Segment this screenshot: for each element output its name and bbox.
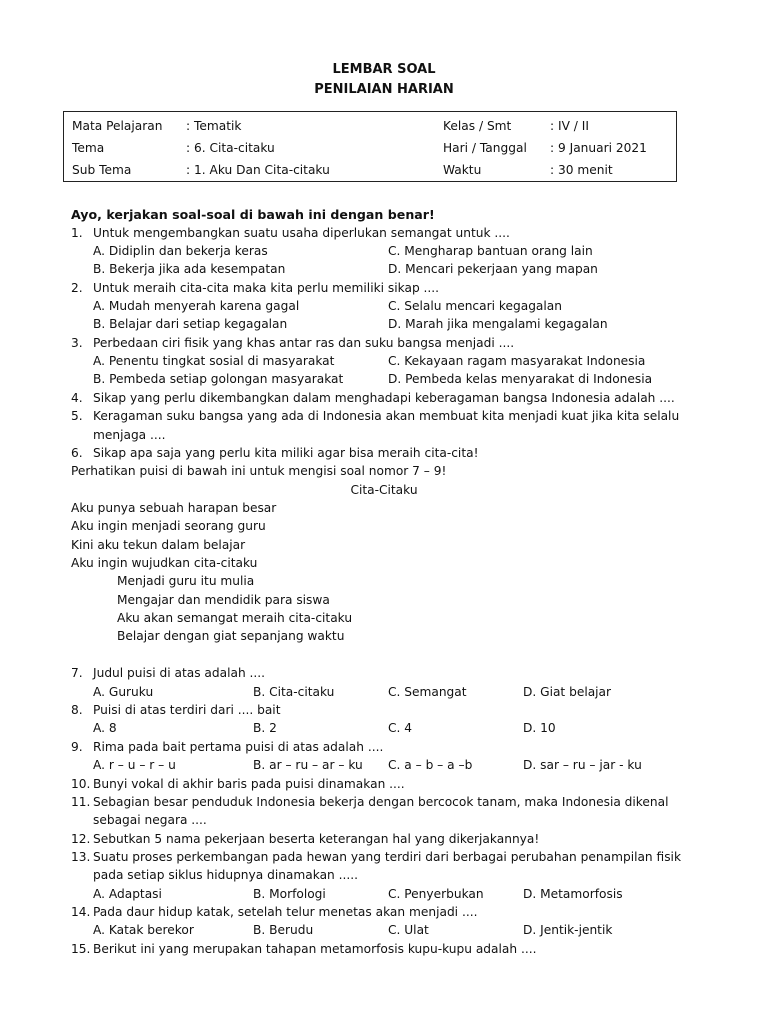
q8-number: 8.: [71, 703, 83, 717]
waktu-value: : 30 menit: [550, 163, 613, 177]
info-box: [63, 111, 677, 182]
q8-option-a: A. 8: [93, 721, 117, 735]
q7-text: Judul puisi di atas adalah ....: [93, 666, 266, 680]
q9-option-d: D. sar – ru – jar - ku: [523, 758, 642, 772]
kelas-label: Kelas / Smt: [443, 119, 512, 133]
q5-text-line2: menjaga ....: [93, 428, 166, 442]
q2-option-c: C. Selalu mencari kegagalan: [388, 299, 562, 313]
q7-option-c: C. Semangat: [388, 685, 467, 699]
q7-number: 7.: [71, 666, 83, 680]
q3-number: 3.: [71, 336, 83, 350]
poem-stanza1-line4: Aku ingin wujudkan cita-citaku: [71, 556, 258, 570]
q9-option-c: C. a – b – a –b: [388, 758, 473, 772]
q3-text: Perbedaan ciri fisik yang khas antar ras dan suku bangsa menjadi ....: [93, 336, 515, 350]
q14-option-c: C. Ulat: [388, 923, 429, 937]
q7-option-d: D. Giat belajar: [523, 685, 612, 699]
q3-option-a: A. Penentu tingkat sosial di masyarakat: [93, 354, 335, 368]
q13-option-b: B. Morfologi: [253, 887, 326, 901]
subtema-value: : 1. Aku Dan Cita-citaku: [186, 163, 330, 177]
q1-number: 1.: [71, 226, 83, 240]
tema-value: : 6. Cita-citaku: [186, 141, 275, 155]
q1-option-a: A. Didiplin dan bekerja keras: [93, 244, 268, 258]
q8-text: Puisi di atas terdiri dari .... bait: [93, 703, 281, 717]
poem-intro: Perhatikan puisi di bawah ini untuk mengisi soal nomor 7 – 9!: [71, 464, 447, 478]
q3-option-d: D. Pembeda kelas menyarakat di Indonesia: [388, 372, 653, 386]
q13-number: 13.: [71, 850, 91, 864]
title-lembar-soal: LEMBAR SOAL: [332, 62, 436, 77]
q2-option-a: A. Mudah menyerah karena gagal: [93, 299, 300, 313]
q3-option-c: C. Kekayaan ragam masyarakat Indonesia: [388, 354, 646, 368]
poem-stanza2-line1: Menjadi guru itu mulia: [117, 574, 255, 588]
kelas-value: : IV / II: [550, 119, 589, 133]
poem-stanza2-line3: Aku akan semangat meraih cita-citaku: [117, 611, 353, 625]
q3-option-b: B. Pembeda setiap golongan masyarakat: [93, 372, 344, 386]
q1-text: Untuk mengembangkan suatu usaha diperlukan semangat untuk ....: [93, 226, 510, 240]
q13-option-d: D. Metamorfosis: [523, 887, 623, 901]
q1-option-c: C. Mengharap bantuan orang lain: [388, 244, 593, 258]
q7-option-a: A. Guruku: [93, 685, 154, 699]
q4-number: 4.: [71, 391, 83, 405]
mapel-value: : Tematik: [186, 119, 242, 133]
q2-text: Untuk meraih cita-cita maka kita perlu memiliki sikap ....: [93, 281, 440, 295]
q9-text: Rima pada bait pertama puisi di atas adalah ....: [93, 740, 384, 754]
q2-number: 2.: [71, 281, 83, 295]
poem-stanza1-line2: Aku ingin menjadi seorang guru: [71, 519, 266, 533]
waktu-label: Waktu: [443, 163, 482, 177]
q10-text: Bunyi vokal di akhir baris pada puisi dinamakan ....: [93, 777, 405, 791]
q14-option-b: B. Berudu: [253, 923, 314, 937]
q2-option-b: B. Belajar dari setiap kegagalan: [93, 317, 288, 331]
q11-number: 11.: [71, 795, 91, 809]
tema-label: Tema: [72, 141, 105, 155]
q14-option-d: D. Jentik-jentik: [523, 923, 613, 937]
q15-text: Berikut ini yang merupakan tahapan metamorfosis kupu-kupu adalah ....: [93, 942, 537, 956]
q6-number: 6.: [71, 446, 83, 460]
mapel-label: Mata Pelajaran: [72, 119, 163, 133]
poem-stanza1-line1: Aku punya sebuah harapan besar: [71, 501, 277, 515]
q2-option-d: D. Marah jika mengalami kegagalan: [388, 317, 608, 331]
q8-option-c: C. 4: [388, 721, 413, 735]
poem-title: Cita-Citaku: [350, 483, 418, 497]
q14-option-a: A. Katak berekor: [93, 923, 194, 937]
q13-option-c: C. Penyerbukan: [388, 887, 484, 901]
hari-value: : 9 Januari 2021: [550, 141, 647, 155]
q9-number: 9.: [71, 740, 83, 754]
q14-text: Pada daur hidup katak, setelah telur menetas akan menjadi ....: [93, 905, 478, 919]
q12-text: Sebutkan 5 nama pekerjaan beserta keterangan hal yang dikerjakannya!: [93, 832, 540, 846]
q10-number: 10.: [71, 777, 91, 791]
poem-stanza2-line2: Mengajar dan mendidik para siswa: [117, 593, 330, 607]
q8-option-d: D. 10: [523, 721, 556, 735]
poem-stanza1-line3: Kini aku tekun dalam belajar: [71, 538, 246, 552]
title-penilaian-harian: PENILAIAN HARIAN: [314, 82, 454, 97]
q6-text: Sikap apa saja yang perlu kita miliki agar bisa meraih cita-cita!: [93, 446, 479, 460]
q12-number: 12.: [71, 832, 91, 846]
q5-text-line1: Keragaman suku bangsa yang ada di Indonesia akan membuat kita menjadi kuat jika kita selalu: [93, 409, 680, 423]
q1-option-b: B. Bekerja jika ada kesempatan: [93, 262, 286, 276]
q5-number: 5.: [71, 409, 83, 423]
q14-number: 14.: [71, 905, 91, 919]
q4-text: Sikap yang perlu dikembangkan dalam menghadapi keberagaman bangsa Indonesia adalah ....: [93, 391, 675, 405]
poem-stanza2-line4: Belajar dengan giat sepanjang waktu: [117, 629, 345, 643]
q9-option-a: A. r – u – r – u: [93, 758, 176, 772]
subtema-label: Sub Tema: [72, 163, 132, 177]
q1-option-d: D. Mencari pekerjaan yang mapan: [388, 262, 598, 276]
hari-label: Hari / Tanggal: [443, 141, 527, 155]
q8-option-b: B. 2: [253, 721, 277, 735]
instruction: Ayo, kerjakan soal-soal di bawah ini dengan benar!: [71, 207, 435, 222]
q11-text-line1: Sebagian besar penduduk Indonesia bekerja dengan bercocok tanam, maka Indonesia dikenal: [93, 795, 669, 809]
q9-option-b: B. ar – ru – ar – ku: [253, 758, 363, 772]
q11-text-line2: sebagai negara ....: [93, 813, 207, 827]
q13-option-a: A. Adaptasi: [93, 887, 162, 901]
q15-number: 15.: [71, 942, 91, 956]
q13-text-line2: pada setiap siklus hidupnya dinamakan .....: [93, 868, 359, 882]
q13-text-line1: Suatu proses perkembangan pada hewan yang terdiri dari berbagai perubahan penampilan fisik: [93, 850, 682, 864]
q7-option-b: B. Cita-citaku: [253, 685, 335, 699]
